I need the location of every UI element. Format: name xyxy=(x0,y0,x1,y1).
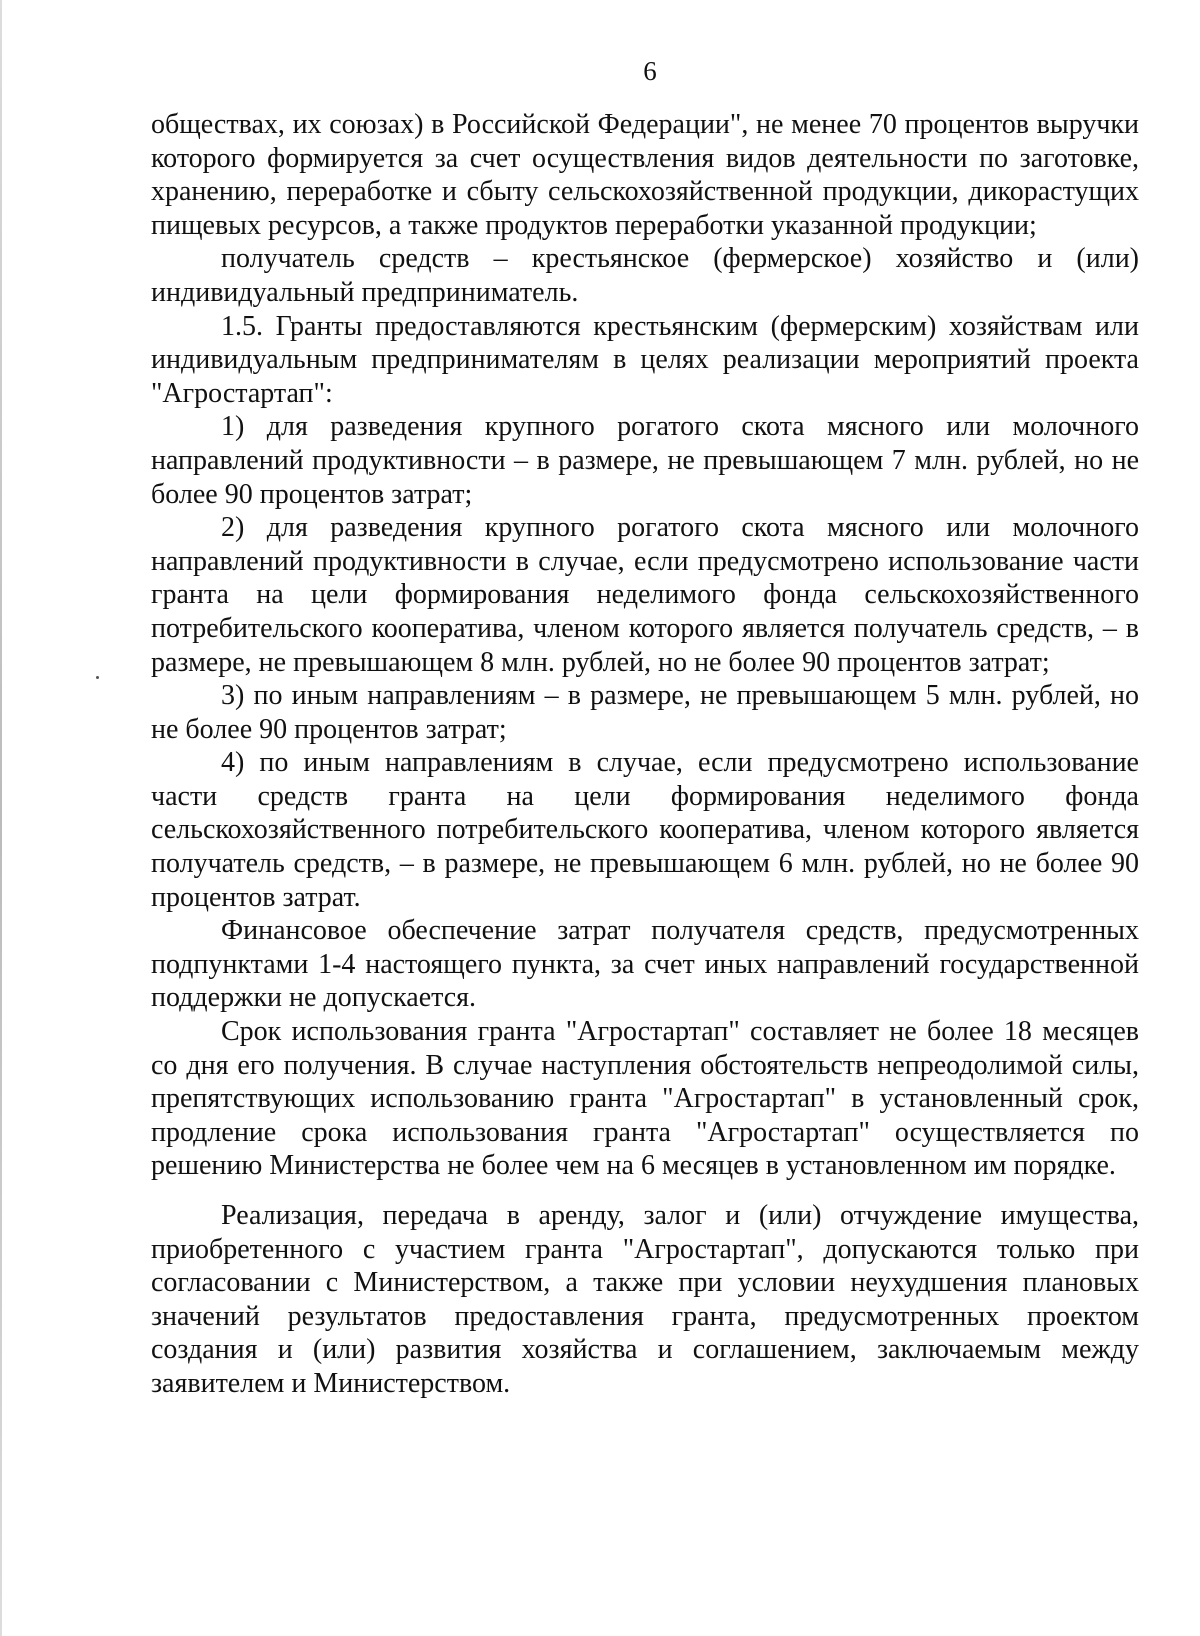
scan-edge xyxy=(0,0,2,1636)
page-number: 6 xyxy=(643,56,657,86)
paragraph-continuation: обществах, их союзах) в Российской Федерации", не менее 70 процентов выручки которого формируется за счет осуществления видов деятельности по заготовке, хранению, переработке и сбыту сельскохозяйственной продукции, дикорастущих пищевых ресурсов, а также продуктов переработки указанной продукции; xyxy=(151,109,1139,241)
scan-dot-artifact xyxy=(96,676,99,679)
paragraph-clause-1-5: 1.5. Гранты предоставляются крестьянским (фермерским) хозяйствам или индивидуальным предпринимателям в целях реализации мероприятий проекта "Агростартап": xyxy=(151,310,1139,409)
paragraph-recipient-definition: получатель средств – крестьянское (фермерское) хозяйство и (или) индивидуальный предприниматель. xyxy=(151,243,1139,308)
paragraph-grant-term: Срок использования гранта "Агростартап" составляет не более 18 месяцев со дня его получения. В случае наступления обстоятельств непреодолимой силы, препятствующих использованию гранта "Агростартап" в установленный срок, продление срока использования гранта "Агростартап" осуществляется по решению Министерства не более чем на 6 месяцев в установленном им порядке. xyxy=(151,1016,1139,1182)
paragraph-financing: Финансовое обеспечение затрат получателя средств, предусмотренных подпунктами 1-4 настоящего пункта, за счет иных направлений государственной поддержки не допускается. xyxy=(151,915,1139,1014)
paragraph-property-disposal: Реализация, передача в аренду, залог и (или) отчуждение имущества, приобретенного с участием гранта "Агростартап", допускаются только при согласовании с Министерством, а также при условии неухудшения плановых значений результатов предоставления гранта, предусмотренных проектом создания и (или) развития хозяйства и соглашением, заключаемым между заявителем и Министерством. xyxy=(151,1200,1139,1399)
paragraph-item-1: 1) для разведения крупного рогатого скота мясного или молочного направлений продуктивности – в размере, не превышающем 7 млн. рублей, но не более 90 процентов затрат; xyxy=(151,411,1139,510)
paragraph-item-4: 4) по иным направлениям в случае, если предусмотрено использование части средств гранта на цели формирования неделимого фонда сельскохозяйственного потребительского кооператива, членом которого является получатель средств, – в размере, не превышающем 6 млн. рублей, но не более 90 процентов затрат. xyxy=(151,747,1139,913)
paragraph-item-2: 2) для разведения крупного рогатого скота мясного или молочного направлений продуктивности в случае, если предусмотрено использование части гранта на цели формирования неделимого фонда сельскохозяйственного потребительского кооператива, членом которого является получатель средств, – в размере, не превышающем 8 млн. рублей, но не более 90 процентов затрат; xyxy=(151,512,1139,678)
document-body xyxy=(151,108,1139,1401)
paragraph-item-3: 3) по иным направлениям – в размере, не превышающем 5 млн. рублей, но не более 90 процентов затрат; xyxy=(151,680,1139,745)
